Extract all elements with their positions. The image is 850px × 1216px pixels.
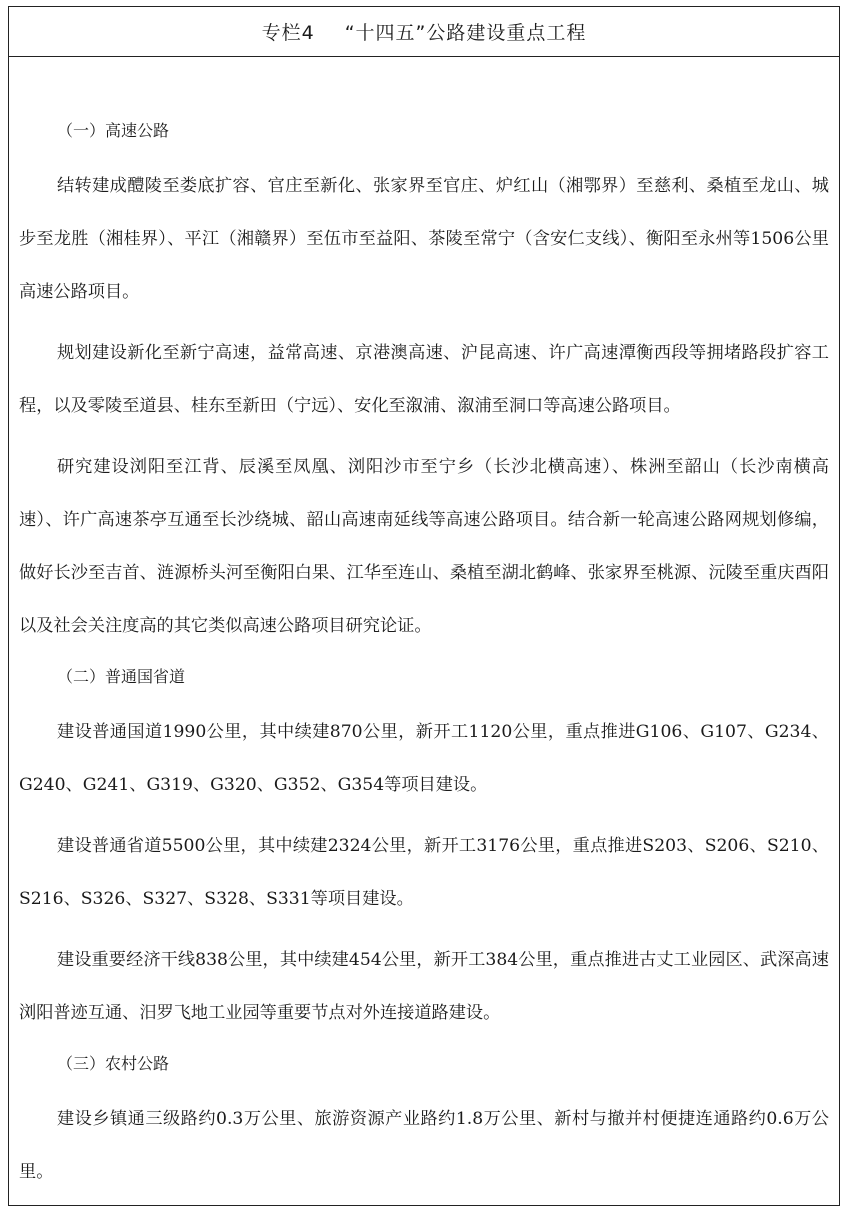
paragraph: 建设普通国道1990公里，其中续建870公里，新开工1120公里，重点推进G106、G107、G234、G240、G241、G319、G320、G352、G354等项目建设。 [19,722,829,795]
box-title: “十四五”公路建设重点工程 [344,22,587,44]
paragraph: 结转建成醴陵至娄底扩容、官庄至新化、张家界至官庄、炉红山（湘鄂界）至慈利、桑植至龙山、城步至龙胜（湘桂界）、平江（湘赣界）至伍市至益阳、茶陵至常宁（含安仁支线）、衡阳至永州等1506公里高速公路项目。 [19,176,829,302]
box-label: 专栏4 [261,22,315,44]
box-content [19,115,829,1207]
paragraph: 研究建设浏阳至江背、辰溪至凤凰、浏阳沙市至宁乡（长沙北横高速）、株洲至韶山（长沙南横高速）、许广高速茶亭互通至长沙绕城、韶山高速南延线等高速公路项目。结合新一轮高速公路网规划修编，做好长沙至吉首、涟源桥头河至衡阳白果、江华至连山、桑植至湖北鹤峰、张家界至桃源、沅陵至重庆酉阳以及社会关注度高的其它类似高速公路项目研究论证。 [19,457,829,636]
section-heading-rural-roads: （三）农村公路 [57,1054,170,1073]
paragraph: 建设乡镇通三级路约0.3万公里、旅游资源产业路约1.8万公里、新村与撤并村便捷连通路约0.6万公里。 [19,1109,829,1182]
feature-box [8,6,840,1206]
paragraph: 建设普通省道5500公里，其中续建2324公里，新开工3176公里，重点推进S203、S206、S210、S216、S326、S327、S328、S331等项目建设。 [19,836,829,909]
section-heading-highway: （一）高速公路 [57,121,170,140]
section-heading-national-roads: （二）普通国省道 [57,667,186,686]
paragraph: 建设重要经济干线838公里，其中续建454公里，新开工384公里，重点推进古丈工业园区、武深高速浏阳普迹互通、汨罗飞地工业园等重要节点对外连接道路建设。 [19,950,829,1023]
paragraph: 规划建设新化至新宁高速，益常高速、京港澳高速、沪昆高速、许广高速潭衡西段等拥堵路段扩容工程，以及零陵至道县、桂东至新田（宁远）、安化至溆浦、溆浦至洞口等高速公路项目。 [19,343,829,416]
box-title-bar [9,7,839,57]
